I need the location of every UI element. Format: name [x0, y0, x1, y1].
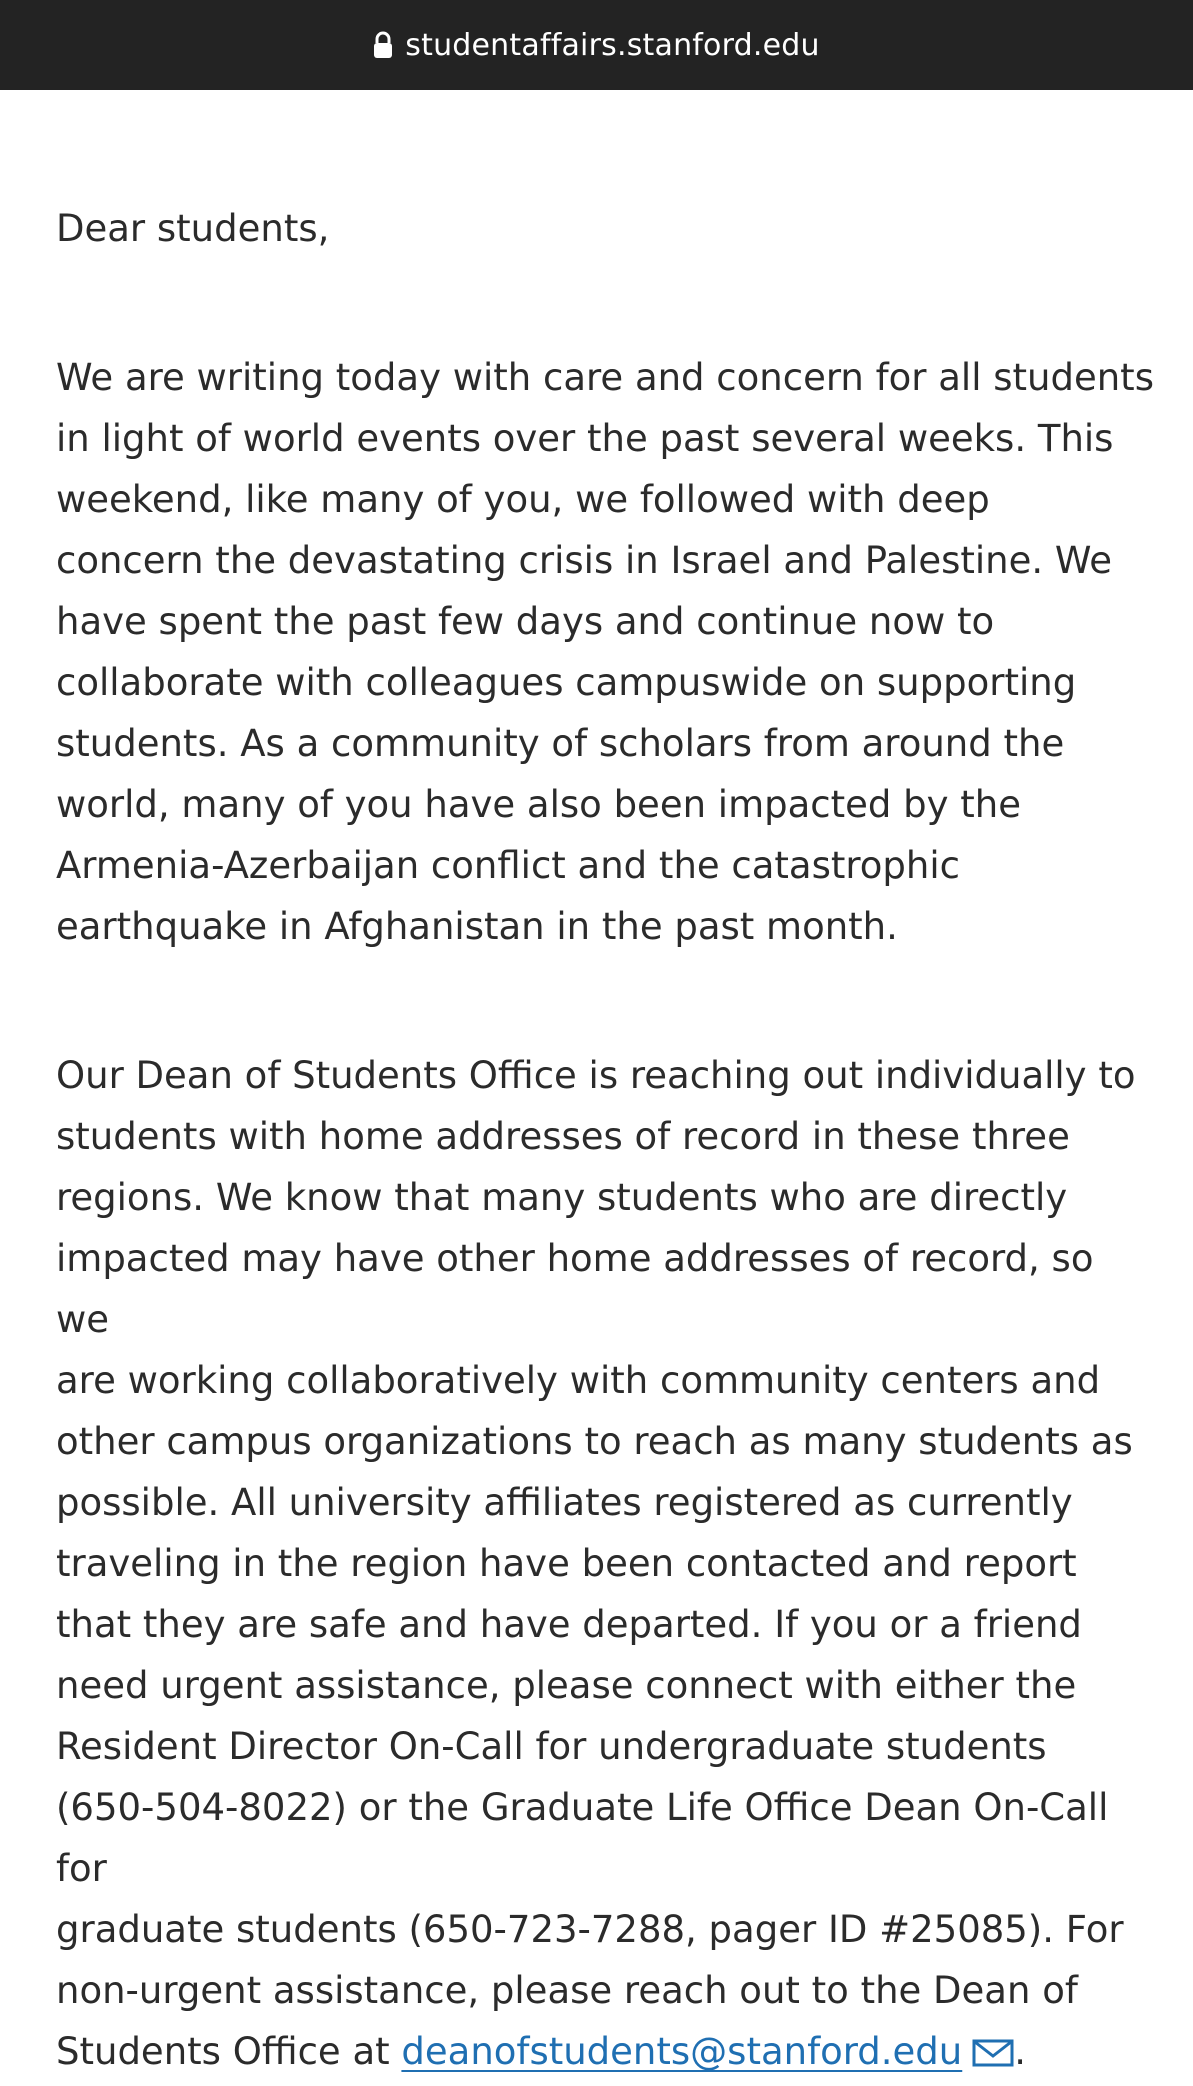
paragraph-line: other campus organizations to reach as many students as — [56, 1420, 1133, 1463]
letter-content — [56, 198, 1156, 2082]
email-line-prefix: Students Office at — [56, 2030, 402, 2073]
paragraph-line: collaborate with colleagues campuswide on supporting — [56, 661, 1077, 704]
paragraph-line: that they are safe and have departed. If you or a friend — [56, 1603, 1082, 1646]
paragraph-line: impacted may have other home addresses of record, so we — [56, 1237, 1094, 1341]
browser-url-bar[interactable] — [0, 0, 1193, 90]
paragraph-line: Resident Director On-Call for undergraduate students — [56, 1725, 1047, 1768]
lock-icon — [373, 31, 393, 59]
paragraph-line: students with home addresses of record in these three — [56, 1115, 1070, 1158]
paragraph-line: have spent the past few days and continue now to — [56, 600, 995, 643]
paragraph-line: Our Dean of Students Office is reaching out individually to — [56, 1054, 1136, 1097]
paragraph-line: regions. We know that many students who are directly — [56, 1176, 1068, 1219]
paragraph-line: non-urgent assistance, please reach out to the Dean of — [56, 1969, 1078, 2012]
paragraph-line: world, many of you have also been impacted by the — [56, 783, 1021, 826]
email-link[interactable]: deanofstudents@stanford.edu — [401, 2030, 963, 2073]
paragraph-line: graduate students (650-723-7288, pager ID #25085). For — [56, 1908, 1124, 1951]
paragraph-line: Armenia-Azerbaijan conflict and the catastrophic — [56, 844, 960, 887]
greeting: Dear students, — [56, 207, 330, 250]
paragraph-line: possible. All university affiliates registered as currently — [56, 1481, 1073, 1524]
email-line — [56, 2030, 1026, 2073]
paragraph-line: are working collaboratively with community centers and — [56, 1359, 1101, 1402]
paragraph-1 — [56, 347, 1156, 957]
paragraph-line: students. As a community of scholars from around the — [56, 722, 1065, 765]
paragraph-line: traveling in the region have been contacted and report — [56, 1542, 1077, 1585]
paragraph-line: We are writing today with care and concern for all students — [56, 356, 1154, 399]
paragraph-line: need urgent assistance, please connect with either the — [56, 1664, 1077, 1707]
envelope-icon[interactable] — [972, 2025, 1014, 2055]
paragraph-line: in light of world events over the past several weeks. This — [56, 417, 1114, 460]
paragraph-line: earthquake in Afghanistan in the past month. — [56, 905, 898, 948]
email-line-suffix: . — [1014, 2030, 1027, 2073]
paragraph-line: weekend, like many of you, we followed with deep — [56, 478, 990, 521]
paragraph-line: concern the devastating crisis in Israel and Palestine. We — [56, 539, 1113, 582]
paragraph-2 — [56, 1045, 1156, 2082]
url-text: studentaffairs.stanford.edu — [405, 27, 820, 63]
paragraph-line: (650-504-8022) or the Graduate Life Office Dean On-Call for — [56, 1786, 1109, 1890]
url-display[interactable] — [373, 28, 819, 63]
